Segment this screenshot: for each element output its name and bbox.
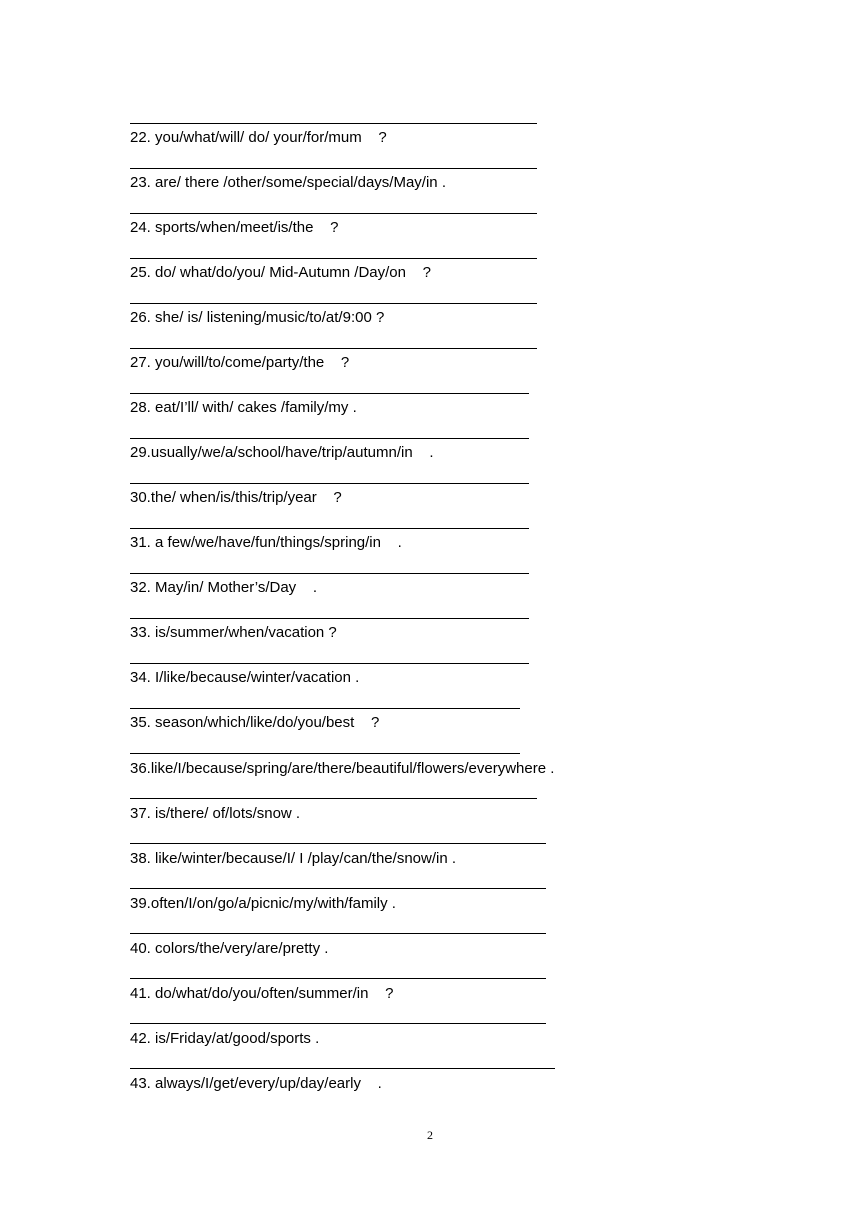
answer-line (130, 843, 546, 844)
question-31: 31. a few/we/have/fun/things/spring/in . (130, 534, 402, 551)
question-32: 32. May/in/ Mother’s/Day . (130, 579, 318, 596)
answer-line (130, 438, 529, 439)
answer-line (130, 1068, 555, 1069)
answer-line (130, 573, 529, 574)
answer-line (130, 348, 537, 349)
answer-line (130, 258, 537, 259)
question-40: 40. colors/the/very/are/pretty . (130, 940, 329, 957)
answer-line (130, 618, 529, 619)
question-29: 29.usually/we/a/school/have/trip/autumn/in . (130, 444, 434, 461)
answer-line (130, 303, 537, 304)
question-38: 38. like/winter/because/I/ I /play/can/the/snow/in . (130, 850, 457, 867)
question-27: 27. you/will/to/come/party/the ? (130, 354, 350, 371)
answer-line (130, 798, 537, 799)
question-37: 37. is/there/ of/lots/snow . (130, 805, 301, 822)
answer-line (130, 933, 546, 934)
question-41: 41. do/what/do/you/often/summer/in ? (130, 985, 394, 1002)
answer-line (130, 753, 520, 754)
answer-line (130, 528, 529, 529)
answer-line (130, 123, 537, 124)
page-number: 2 (427, 1128, 433, 1142)
question-25: 25. do/ what/do/you/ Mid-Autumn /Day/on ? (130, 264, 431, 281)
answer-line (130, 708, 520, 709)
answer-line (130, 393, 529, 394)
question-24: 24. sports/when/meet/is/the ? (130, 219, 339, 236)
question-26: 26. she/ is/ listening/music/to/at/9:00 ? (130, 309, 385, 326)
question-43: 43. always/I/get/every/up/day/early . (130, 1075, 382, 1092)
question-35: 35. season/which/like/do/you/best ? (130, 714, 380, 731)
answer-line (130, 1023, 546, 1024)
question-36: 36.like/I/because/spring/are/there/beautiful/flowers/everywhere . (130, 760, 555, 777)
answer-line (130, 888, 546, 889)
question-22: 22. you/what/will/ do/ your/for/mum ? (130, 129, 387, 146)
question-39: 39.often/I/on/go/a/picnic/my/with/family . (130, 895, 396, 912)
question-33: 33. is/summer/when/vacation ? (130, 624, 337, 641)
question-23: 23. are/ there /other/some/special/days/May/in . (130, 174, 446, 191)
answer-line (130, 663, 529, 664)
question-28: 28. eat/I’ll/ with/ cakes /family/my . (130, 399, 357, 416)
answer-line (130, 213, 537, 214)
question-34: 34. I/like/because/winter/vacation . (130, 669, 360, 686)
question-42: 42. is/Friday/at/good/sports . (130, 1030, 320, 1047)
answer-line (130, 483, 529, 484)
question-30: 30.the/ when/is/this/trip/year ? (130, 489, 342, 506)
answer-line (130, 168, 537, 169)
answer-line (130, 978, 546, 979)
